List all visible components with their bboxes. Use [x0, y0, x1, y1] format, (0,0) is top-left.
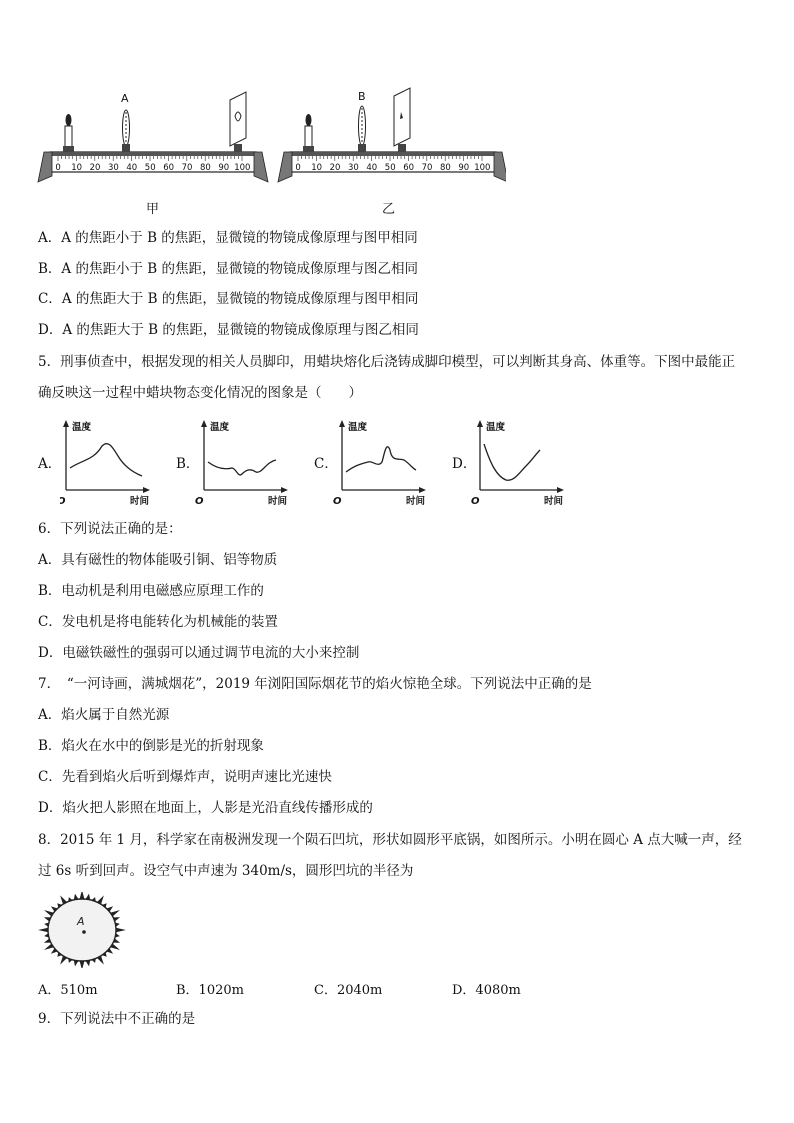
ruler-tick-label: 40 — [126, 163, 138, 173]
y-axis-label: 温度 — [210, 422, 230, 433]
ruler-tick-label: 20 — [89, 163, 101, 173]
x-axis-label: 时间 — [130, 496, 150, 507]
screen-yi-icon — [394, 88, 410, 152]
y-axis-arrow — [63, 420, 69, 427]
q6-option-b: B．电动机是利用电磁感应原理工作的 — [38, 583, 264, 599]
x-axis-arrow — [281, 487, 288, 493]
lens-b-icon — [358, 106, 366, 152]
q5-graph-b — [195, 420, 288, 507]
ruler-tick-label: 30 — [108, 163, 119, 173]
ruler-tick-label: 0 — [295, 163, 301, 173]
q6-option-c: C．发电机是将电能转化为机械能的装置 — [38, 614, 278, 630]
q5-option-b-label: B． — [176, 456, 200, 472]
bench-jia-left-leg — [38, 152, 52, 182]
q8-stem-line1: 8．2015 年 1 月，科学家在南极洲发现一个陨石凹坑，形状如圆形平底锅，如图所示。小明在圆心 A 点大喊一声，经 — [38, 832, 742, 848]
origin-label: O — [471, 496, 480, 507]
q5-graph-a — [60, 420, 150, 507]
x-axis-arrow — [557, 487, 564, 493]
y-axis-arrow — [339, 420, 345, 427]
ruler-tick-label: 20 — [329, 163, 341, 173]
q6-stem: 6．下列说法正确的是： — [38, 521, 182, 537]
q4-option-d: D．A 的焦距大于 B 的焦距，显微镜的物镜成像原理与图乙相同 — [38, 322, 419, 338]
q4-option-b: B．A 的焦距小于 B 的焦距，显微镜的物镜成像原理与图乙相同 — [38, 261, 418, 277]
crater-rim-spike — [38, 928, 48, 932]
bench-yi — [278, 88, 506, 186]
caption-jia-text: 甲 — [146, 202, 160, 217]
ruler-tick-label: 40 — [366, 163, 378, 173]
ruler-tick-label: 10 — [311, 163, 323, 173]
q5-graphs — [60, 418, 590, 510]
ruler-tick-label: 100 — [474, 163, 491, 173]
ruler-tick-label: 100 — [234, 163, 251, 173]
x-axis-arrow — [419, 487, 426, 493]
temperature-curve — [346, 447, 416, 472]
q8-option-c: C．2040m — [314, 983, 383, 998]
temperature-curve — [70, 444, 142, 476]
q8-option-b: B．1020m — [176, 983, 244, 998]
q7-option-c: C．先看到焰火后听到爆炸声，说明声速比光速快 — [38, 769, 332, 785]
screen-jia-icon — [230, 92, 246, 152]
x-axis-label: 时间 — [406, 496, 426, 507]
ruler-tick-label: 90 — [458, 163, 470, 173]
candle-icon — [303, 114, 314, 152]
ruler-tick-label: 50 — [144, 163, 156, 173]
ruler-tick-label: 80 — [440, 163, 451, 173]
ruler-tick-label: 90 — [218, 163, 230, 173]
y-axis-arrow — [201, 420, 207, 427]
bench-yi-right-leg — [494, 152, 506, 182]
q7-option-d: D．焰火把人影照在地面上，人影是光沿直线传播形成的 — [38, 800, 373, 816]
q5-graph-c — [333, 420, 426, 507]
ruler-tick-label: 10 — [71, 163, 83, 173]
ruler-tick-label: 30 — [348, 163, 359, 173]
crater-rim-spike — [80, 961, 85, 968]
optical-bench-figures — [36, 86, 506, 186]
q8-option-d: D．4080m — [452, 983, 521, 998]
origin-label: O — [333, 496, 342, 507]
x-axis-label: 时间 — [268, 496, 288, 507]
ruler-tick-label: 50 — [384, 163, 396, 173]
q4-option-c: C．A 的焦距大于 B 的焦距，显微镜的物镜成像原理与图甲相同 — [38, 291, 419, 307]
crater-rim-spike — [80, 892, 85, 899]
ruler-tick-label: 0 — [55, 163, 61, 173]
crater-svg — [38, 892, 128, 968]
crater-label: A — [77, 915, 85, 928]
temperature-curve — [208, 460, 276, 475]
x-axis-arrow — [143, 487, 150, 493]
origin-label — [60, 496, 66, 507]
ruler-tick-label: 70 — [181, 163, 193, 173]
y-axis-arrow — [477, 420, 483, 427]
bench-yi-left-leg — [278, 152, 292, 182]
ruler-tick-label: 60 — [163, 163, 175, 173]
ruler-tick-label: 60 — [403, 163, 415, 173]
origin-label: O — [195, 496, 204, 507]
q5-option-c-label: C． — [314, 456, 338, 472]
ruler-tick-label: 70 — [421, 163, 433, 173]
crater-floor — [48, 899, 116, 961]
q7-option-a: A．焰火属于自然光源 — [38, 707, 170, 723]
q7-option-b: B．焰火在水中的倒影是光的折射现象 — [38, 738, 264, 754]
crater-figure — [38, 892, 128, 968]
q5-option-d-label: D． — [452, 456, 477, 472]
q5-stem-line1: 5．刑事侦查中，根据发现的相关人员脚印，用蜡块熔化后浇铸成脚印模型，可以判断其身高、体重等。下图中最能正 — [38, 354, 736, 370]
caption-yi-text: 乙 — [382, 202, 396, 217]
bench-jia-right-leg — [254, 152, 268, 182]
lens-b-label: B — [358, 90, 366, 103]
q6-option-d: D．电磁铁磁性的强弱可以通过调节电流的大小来控制 — [38, 645, 360, 661]
x-axis-label: 时间 — [544, 496, 564, 507]
q8-stem-line2: 过 6s 听到回声。设空气中声速为 340m/s，圆形凹坑的半径为 — [38, 863, 414, 879]
temperature-curve — [484, 444, 540, 480]
crater-rim-spike — [116, 928, 126, 932]
q9-stem: 9．下列说法中不正确的是 — [38, 1011, 196, 1027]
candle-icon — [63, 114, 74, 152]
y-axis-label: 温度 — [348, 422, 368, 433]
q7-stem: 7． “一河诗画，满城烟花”，2019 年浏阳国际烟花节的焰火惊艳全球。下列说法中正确的是 — [38, 676, 592, 692]
q6-option-a: A．具有磁性的物体能吸引铜、铝等物质 — [38, 552, 278, 568]
y-axis-label: 温度 — [486, 422, 506, 433]
y-axis-label: 温度 — [72, 422, 92, 433]
lens-a-icon — [122, 110, 130, 152]
q4-option-a: A．A 的焦距小于 B 的焦距，显微镜的物镜成像原理与图甲相同 — [38, 230, 418, 246]
q8-option-a: A．510m — [38, 983, 98, 998]
q5-stem-line2: 确反映这一过程中蜡块物态变化情况的图象是（ ） — [38, 385, 362, 401]
ruler-tick-label: 80 — [200, 163, 211, 173]
lens-a-label: A — [121, 92, 129, 105]
optical-bench-svg — [36, 86, 506, 186]
q5-graph-d — [471, 420, 564, 507]
q5-option-a-label: A． — [38, 456, 62, 472]
bench-jia — [38, 92, 268, 186]
q5-graphs-svg — [60, 418, 590, 510]
